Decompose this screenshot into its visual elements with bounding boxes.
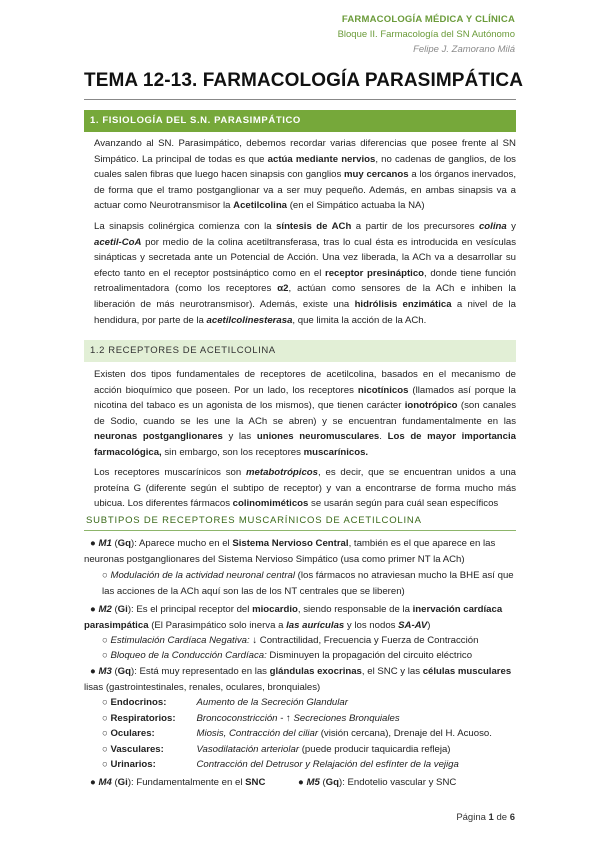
m3-subitem-respiratory: ○ Respiratorios: Broncoconstricción - ↑ Secreciones Bronquiales — [102, 713, 400, 724]
block-name: Bloque II. Farmacología del SN Autónomo — [337, 29, 515, 40]
page-number: Página 1 de 6 — [456, 812, 515, 823]
section-1-heading: 1. FISIOLOGÍA DEL S.N. PARASIMPÁTICO — [90, 115, 301, 126]
m3-subitem-ocular: ○ Oculares: Miosis, Contracción del ciliar (visión cercana), Drenaje del H. Acuoso. — [102, 728, 492, 739]
m5-item: ● M5 (Gq): Endotelio vascular y SNC — [298, 777, 457, 788]
m4-item: ● M4 (Gi): Fundamentalmente en el SNC — [90, 777, 266, 788]
subtypes-heading: SUBTIPOS DE RECEPTORES MUSCARÍNICOS DE ACETILCOLINA — [86, 515, 422, 526]
subtypes-header — [84, 514, 516, 531]
section-1-paragraph-2: La sinapsis colinérgica comienza con la síntesis de ACh a partir de los precursores colina y acetil-CoA por medio de la colina acetiltransferasa, tras lo cual ésta es introducida en vesículas sinápticas y secretada ante un Potencial de Acción. Una vez liberada, la ACh va a desarrollar su efecto tanto en el receptor postsináptico como en el receptor presináptico, donde tiene función retroalimentadora (como los receptores α2, actúan como sensores de la ACh e inhiben la liberación de más neurotransmisor). Además, existe una hidrólisis enzimática a nivel de la hendidura, por parte de la acetilcolinesterasa, que limita la acción de la ACh. — [94, 221, 516, 326]
author-name: Felipe J. Zamorano Milá — [413, 44, 515, 55]
section-1-header — [84, 110, 516, 132]
section-1-2-header — [84, 340, 516, 362]
m3-subitem-endocrine: ○ Endocrinos: Aumento de la Secreción Glandular — [102, 697, 348, 708]
m3-item: ● M3 (Gq): Está muy representado en las glándulas exocrinas, el SNC y las células musculares lisas (gastrointestinales, renales, oculares, bronquiales) — [84, 666, 512, 693]
m3-subitem-urinary: ○ Urinarios: Contracción del Detrusor y Relajación del esfínter de la vejiga — [102, 759, 459, 770]
page-title: TEMA 12-13. FARMACOLOGÍA PARASIMPÁTICA — [84, 70, 524, 91]
section-1-2-paragraph-2: Los receptores muscarínicos son metabotrópicos, es decir, que se encuentran unidos a una proteína G (diferente según el subtipo de receptor) y van a encontrarse de forma mucho más ubicua. Los diferentes fármacos colinomiméticos se usarán según para cuál sean específicos — [94, 467, 516, 510]
m1-item: ● M1 (Gq): Aparece mucho en el Sistema Nervioso Central, también es el que aparece en las neuronas postganglionares del Sistema Nervioso Simpático (usa como primer NT la ACh) — [84, 538, 496, 565]
m2-item: ● M2 (Gi): Es el principal receptor del miocardio, siendo responsable de la inervación cardíaca parasimpática (El Parasimpático solo inerva a las aurículas y los nodos SA-AV) — [84, 604, 503, 631]
section-1-paragraph-1: Avanzando al SN. Parasimpático, debemos recordar varias diferencias que posee frente al SN Simpático. La principal de todas es que actúa mediante nervios, no cadenas de ganglios, de los cuales salen fibras que luego hacen sinapsis con ganglios muy cercanos a los órganos inervados, de forma que el tramo postganglionar va a ser muy pequeño. Además, en ambas sinapsis va a actuar como Neurotransmisor la Acetilcolina (en el Simpático actuaba la NA) — [94, 138, 516, 212]
section-1-2-heading: 1.2 RECEPTORES DE ACETILCOLINA — [90, 345, 276, 356]
m3-subitem-vascular: ○ Vasculares: Vasodilatación arteriolar (puede producir taquicardia refleja) — [102, 744, 451, 755]
running-header — [338, 12, 515, 57]
m2-subitem-1: ○ Estimulación Cardíaca Negativa: ↓ Contractilidad, Frecuencia y Fuerza de Contracción — [102, 635, 479, 646]
m2-subitem-2: ○ Bloqueo de la Conducción Cardíaca: Disminuyen la propagación del circuito eléctrico — [102, 650, 473, 661]
m1-subitem: ○ Modulación de la actividad neuronal central (los fármacos no atraviesan mucho la BHE así que las acciones de la ACh aquí son las de los NT centrales que se liberen) — [102, 570, 514, 597]
title-divider — [84, 99, 516, 100]
section-1-2-paragraph-1: Existen dos tipos fundamentales de receptores de acetilcolina, basados en el mecanismo de acción bioquímico que poseen. Por un lado, los receptores nicotínicos (llamados así porque la nicotina del tabaco es un agonista de los mismos), que tienen carácter ionotrópico (son canales de Sodio, cuando se les une la ACh se abren) y se encuentran fundamentalmente en las neuronas postganglionares y las uniones neuromusculares. Los de mayor importancia farmacológica, sin embargo, son los receptores muscarínicos. — [94, 369, 517, 458]
course-name: FARMACOLOGÍA MÉDICA Y CLÍNICA — [341, 14, 515, 25]
